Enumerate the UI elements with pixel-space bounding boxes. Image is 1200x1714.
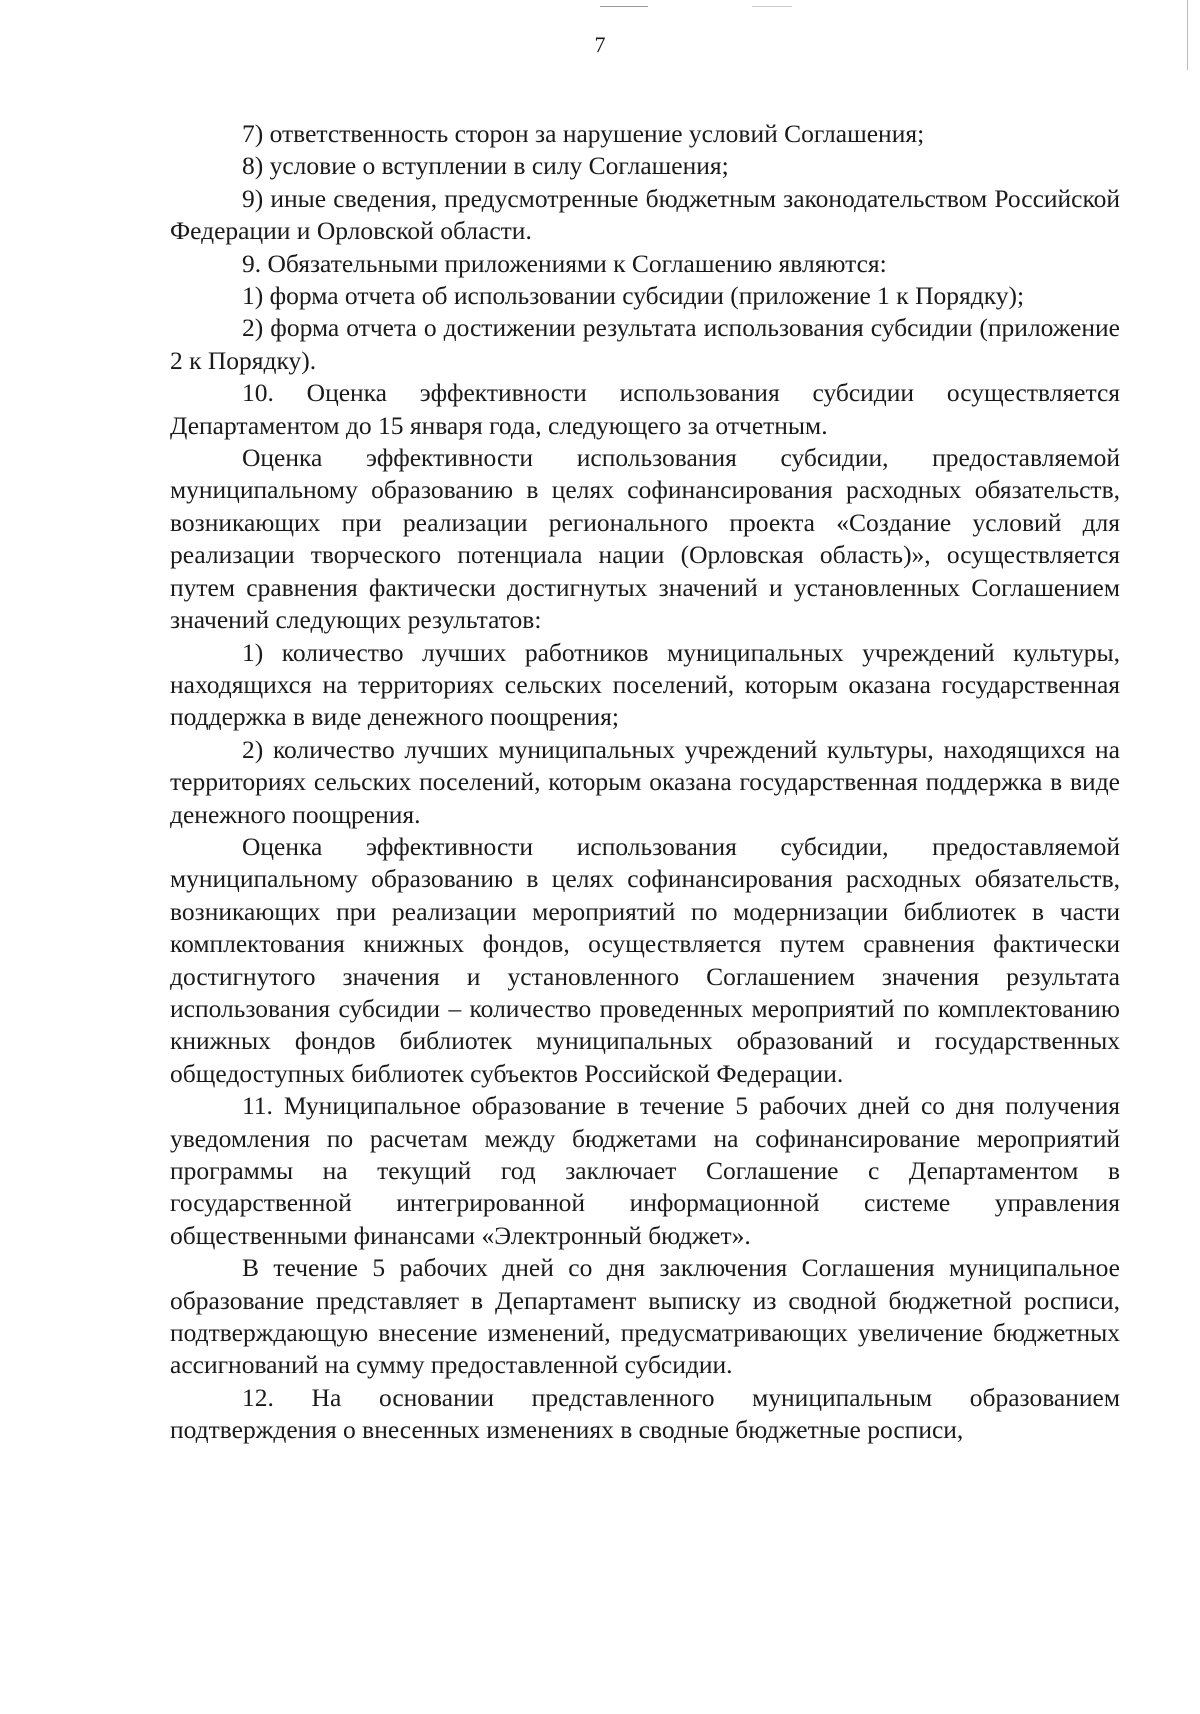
paragraph: 11. Муниципальное образование в течение 5 рабочих дней со дня получения уведомления по расчетам между бюджетами на софинансирование мероприятий программы на текущий год заключает Соглашение с Департаментом в государственной интегрированной информационной системе управления общественными финансами «Электронный бюджет». — [170, 1091, 1120, 1250]
paragraph: 2) количество лучших муниципальных учреждений культуры, находящихся на территориях сельских поселений, которым оказана государственная поддержка в виде денежного поощрения. — [170, 734, 1120, 829]
paragraph: Оценка эффективности использования субсидии, предоставляемой муниципальному образованию в целях софинансирования расходных обязательств, возникающих при реализации регионального проекта «Создание условий для реализации творческого потенциала нации (Орловская область)», осуществляется путем сравнения фактически достигнутых значений и установленных Соглашением значений следующих результатов: — [170, 443, 1120, 635]
paragraph: 10. Оценка эффективности использования субсидии осуществляется Департаментом до 15 января года, следующего за отчетным. — [170, 378, 1120, 440]
paragraph: 2) форма отчета о достижении результата использования субсидии (приложение 2 к Порядку). — [170, 313, 1120, 375]
paragraph: 1) количество лучших работников муниципальных учреждений культуры, находящихся на территориях сельских поселений, которым оказана государственная поддержка в виде денежного поощрения; — [170, 637, 1120, 732]
paragraph: 12. На основании представленного муниципальным образованием подтверждения о внесенных изменениях в сводные бюджетные росписи, — [170, 1382, 1120, 1445]
page-number: 7 — [594, 32, 606, 57]
paragraph: 1) форма отчета об использовании субсидии (приложение 1 к Порядку); — [242, 281, 1025, 311]
paragraph: 7) ответственность сторон за нарушение условий Соглашения; — [242, 119, 925, 148]
paragraph: 9. Обязательными приложениями к Соглашению являются: — [242, 248, 887, 278]
paragraph: Оценка эффективности использования субсидии, предоставляемой муниципальному образованию в целях софинансирования расходных обязательств, возникающих при реализации мероприятий по модернизации библиотек в части комплектования книжных фондов, осуществляется путем сравнения фактически достигнутого значения и установленного Соглашением значения результата использования субсидии – количество проведенных мероприятий по комплектованию книжных фондов библиотек муниципальных образований и государственных общедоступных библиотек субъектов Российской Федерации. — [170, 831, 1120, 1088]
paragraph: 8) условие о вступлении в силу Соглашения; — [242, 151, 729, 181]
top-scan-line — [752, 6, 792, 7]
paragraph: 9) иные сведения, предусмотренные бюджетным законодательством Российской Федерации и Орловской области. — [170, 183, 1120, 246]
paragraph: В течение 5 рабочих дней со дня заключения Соглашения муниципальное образование представляет в Департамент выписку из сводной бюджетной росписи, подтверждающую внесение изменений, предусматривающих увеличение бюджетных ассигнований на сумму предоставленной субсидии. — [170, 1253, 1120, 1380]
document-body — [170, 118, 1120, 1447]
top-scan-line — [600, 6, 648, 7]
